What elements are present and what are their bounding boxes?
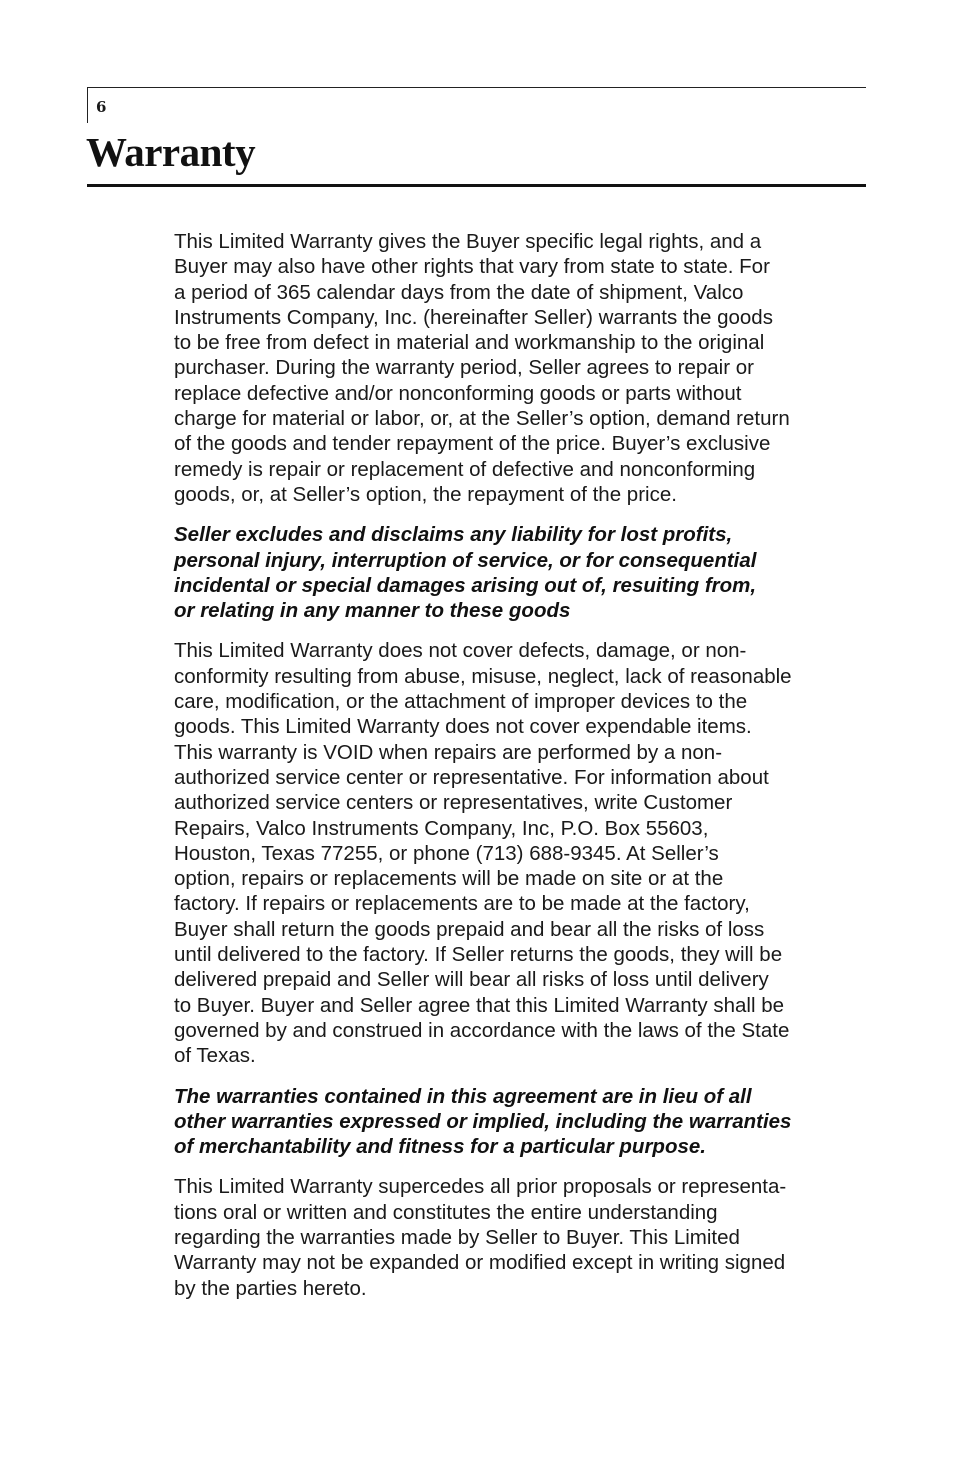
text-line: Seller excludes and disclaims any liability for lost profits,	[174, 523, 733, 547]
text-line: by the parties hereto.	[174, 1276, 367, 1300]
page-title: Warranty	[86, 129, 256, 175]
text-line: purchaser. During the warranty period, Seller agrees to repair or	[174, 356, 754, 380]
entire-agreement-paragraph	[174, 1174, 874, 1300]
text-line: care, modification, or the attachment of improper devices to the	[174, 690, 748, 714]
text-line: charge for material or labor, or, at the Seller’s option, demand return	[174, 407, 790, 431]
text-line: This Limited Warranty supercedes all prior proposals or representa-	[174, 1175, 787, 1199]
title-underline	[87, 184, 866, 187]
text-line: tions oral or written and constitutes the entire understanding	[174, 1200, 718, 1224]
page-number: 6	[96, 98, 107, 116]
text-line: governed by and construed in accordance with the laws of the State	[174, 1018, 790, 1042]
liability-disclaimer-paragraph	[174, 522, 874, 623]
text-line: The warranties contained in this agreement are in lieu of all	[174, 1084, 752, 1108]
text-line: or relating in any manner to these goods	[174, 599, 571, 623]
text-line: of merchantability and fitness for a particular purpose.	[174, 1135, 706, 1159]
text-line: until delivered to the factory. If Seller returns the goods, they will be	[174, 943, 783, 967]
header-side-rule	[87, 87, 88, 123]
text-line: other warranties expressed or implied, including the warranties	[174, 1109, 792, 1133]
text-line: Houston, Texas 77255, or phone (713) 688-9345. At Seller’s	[174, 841, 719, 865]
text-line: personal injury, interruption of service, or for consequential	[174, 548, 757, 572]
text-line: Repairs, Valco Instruments Company, Inc, P.O. Box 55603,	[174, 816, 709, 840]
text-line: goods. This Limited Warranty does not cover expendable items.	[174, 715, 752, 739]
header-rule	[87, 87, 866, 88]
implied-warranties-disclaimer-paragraph	[174, 1084, 874, 1160]
text-line: incidental or special damages arising out of, resuiting from,	[174, 573, 757, 597]
text-line: authorized service center or representative. For information about	[174, 765, 769, 789]
text-line: remedy is repair or replacement of defective and nonconforming	[174, 457, 756, 481]
text-line: Warranty may not be expanded or modified except in writing signed	[174, 1251, 786, 1275]
text-line: a period of 365 calendar days from the date of shipment, Valco	[174, 280, 744, 304]
text-line: option, repairs or replacements will be made on site or at the	[174, 867, 724, 891]
text-line: goods, or, at Seller’s option, the repayment of the price.	[174, 482, 677, 506]
text-line: Buyer may also have other rights that vary from state to state. For	[174, 255, 770, 279]
text-line: of Texas.	[174, 1044, 256, 1068]
text-line: conformity resulting from abuse, misuse, neglect, lack of reasonable	[174, 664, 792, 688]
warranty-body	[174, 229, 874, 1301]
text-line: This Limited Warranty does not cover defects, damage, or non-	[174, 639, 747, 663]
text-line: to be free from defect in material and workmanship to the original	[174, 331, 765, 355]
text-line: replace defective and/or nonconforming goods or parts without	[174, 381, 742, 405]
text-line: delivered prepaid and Seller will bear all risks of loss until delivery	[174, 968, 769, 992]
text-line: Instruments Company, Inc. (hereinafter Seller) warrants the goods	[174, 305, 773, 329]
text-line: This Limited Warranty gives the Buyer specific legal rights, and a	[174, 230, 762, 253]
text-line: Buyer shall return the goods prepaid and bear all the risks of loss	[174, 917, 765, 941]
text-line: regarding the warranties made by Seller to Buyer. This Limited	[174, 1225, 740, 1249]
text-line: factory. If repairs or replacements are to be made at the factory,	[174, 892, 750, 916]
text-line: to Buyer. Buyer and Seller agree that this Limited Warranty shall be	[174, 993, 784, 1017]
text-line: of the goods and tender repayment of the price. Buyer’s exclusive	[174, 432, 771, 456]
coverage-exclusions-paragraph	[174, 638, 874, 1068]
warranty-terms-paragraph	[174, 229, 874, 507]
text-line: authorized service centers or representatives, write Customer	[174, 791, 733, 815]
text-line: This warranty is VOID when repairs are performed by a non-	[174, 740, 723, 764]
